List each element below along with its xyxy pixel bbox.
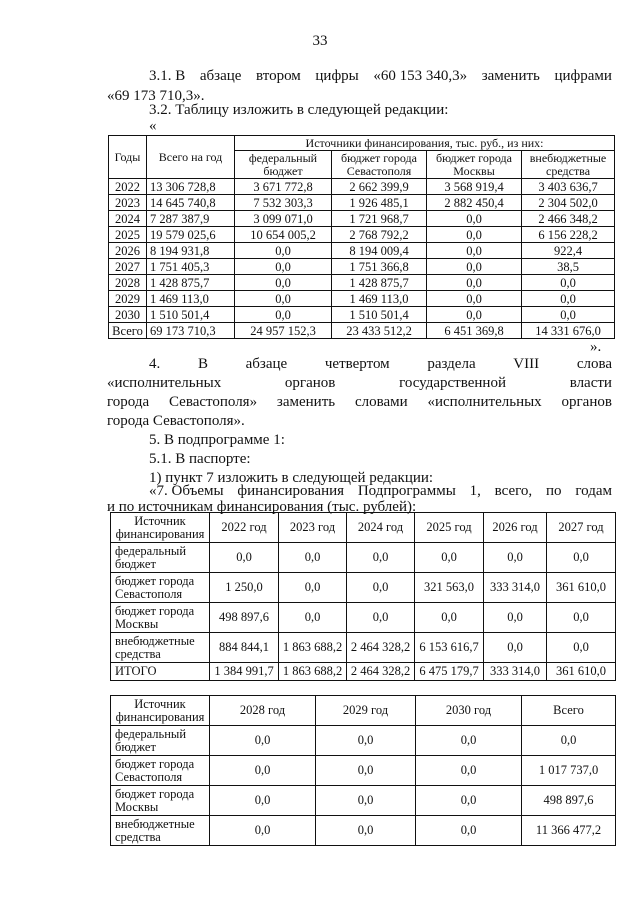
cell-sevastopol: 1 721 968,7 (332, 211, 427, 227)
cell-year: 2029 (109, 291, 147, 307)
cell-value: 0,0 (316, 726, 416, 756)
cell-value: 0,0 (279, 573, 347, 603)
cell-value: 498 897,6 (210, 603, 279, 633)
word: «исполнительных (107, 375, 222, 391)
cell-moscow: 0,0 (427, 275, 522, 291)
cell-moscow: 2 882 450,4 (427, 195, 522, 211)
cell-year: 2027 (109, 259, 147, 275)
word: заменить (481, 68, 540, 84)
cell-value: 0,0 (484, 543, 547, 573)
cell-value: 2 464 328,2 (347, 663, 415, 681)
cell-federal: 24 957 152,3 (235, 323, 332, 339)
word: органов (561, 394, 612, 410)
table-row (111, 786, 616, 816)
section-3-2: 3.2. Таблицу изложить в следующей редакции: (149, 102, 449, 118)
page-number: 33 (312, 33, 328, 49)
word: VIII (513, 356, 540, 372)
table-row (109, 275, 615, 291)
subprogram-financing-table-2022-2027 (110, 512, 616, 681)
row-label: федеральный бюджет (111, 726, 210, 756)
word: втором (256, 68, 301, 84)
word: абзаце (199, 68, 242, 84)
word: государственной (399, 375, 506, 391)
cell-year: 2025 (109, 227, 147, 243)
cell-extrabudgetary: 0,0 (522, 291, 615, 307)
table-row (109, 195, 615, 211)
table-row (111, 756, 616, 786)
cell-value: 498 897,6 (522, 786, 616, 816)
cell-value: 0,0 (347, 543, 415, 573)
header-source: Источник финансирования (111, 513, 210, 543)
cell-value: 2 464 328,2 (347, 633, 415, 663)
cell-year: 2026 (109, 243, 147, 259)
cell-sevastopol: 1 926 485,1 (332, 195, 427, 211)
header-moscow-budget: бюджет города Москвы (427, 151, 522, 179)
cell-value: 0,0 (347, 603, 415, 633)
item-7-line-2: и по источникам финансирования (тыс. рублей): (107, 499, 417, 515)
cell-value: 6 153 616,7 (415, 633, 484, 663)
cell-value: 0,0 (484, 603, 547, 633)
cell-value: 0,0 (316, 816, 416, 846)
section-4-line-4: города Севастополя». (107, 413, 245, 429)
cell-extrabudgetary: 3 403 636,7 (522, 179, 615, 195)
cell-sevastopol: 2 768 792,2 (332, 227, 427, 243)
table-header-row (111, 696, 616, 726)
cell-value: 0,0 (415, 603, 484, 633)
cell-sevastopol: 2 662 399,9 (332, 179, 427, 195)
row-label: внебюджетные средства (111, 816, 210, 846)
cell-value: 0,0 (210, 756, 316, 786)
table-row (109, 179, 615, 195)
cell-value: 361 610,0 (547, 573, 616, 603)
table-row (109, 307, 615, 323)
table3-body (111, 696, 616, 846)
header-year: 2030 год (416, 696, 522, 726)
cell-value: 361 610,0 (547, 663, 616, 681)
cell-sevastopol: 1 510 501,4 (332, 307, 427, 323)
word: цифрами (554, 68, 612, 84)
cell-moscow: 0,0 (427, 243, 522, 259)
cell-value: 6 475 179,7 (415, 663, 484, 681)
cell-value: 0,0 (416, 816, 522, 846)
subprogram-financing-table-2028-2030 (110, 695, 616, 846)
cell-value: 0,0 (547, 543, 616, 573)
cell-sevastopol: 1 428 875,7 (332, 275, 427, 291)
section-5: 5. В подпрограмме 1: (149, 432, 285, 448)
header-total-per-year: Всего на год (147, 136, 235, 179)
header-source: Источник финансирования (111, 696, 210, 726)
word: Подпрограммы (357, 483, 456, 499)
cell-value: 1 863 688,2 (279, 633, 347, 663)
word: годам (575, 483, 612, 499)
header-year: 2027 год (547, 513, 616, 543)
row-label: бюджет города Севастополя (111, 573, 210, 603)
cell-value: 1 250,0 (210, 573, 279, 603)
cell-moscow: 0,0 (427, 291, 522, 307)
header-year: Всего (522, 696, 616, 726)
cell-federal: 3 099 071,0 (235, 211, 332, 227)
cell-federal: 0,0 (235, 307, 332, 323)
word: власти (569, 375, 612, 391)
cell-value: 884 844,1 (210, 633, 279, 663)
row-label: федеральный бюджет (111, 543, 210, 573)
cell-year: 2024 (109, 211, 147, 227)
close-quote: ». (590, 339, 602, 355)
header-year: 2025 год (415, 513, 484, 543)
word: абзаце (245, 356, 288, 372)
cell-moscow: 3 568 919,4 (427, 179, 522, 195)
cell-value: 1 017 737,0 (522, 756, 616, 786)
section-3-1-line-2: «69 173 710,3». (107, 88, 205, 104)
cell-moscow: 0,0 (427, 227, 522, 243)
word: 3.1. В (149, 68, 186, 84)
cell-value: 0,0 (210, 726, 316, 756)
cell-sevastopol: 1 469 113,0 (332, 291, 427, 307)
cell-extrabudgetary: 0,0 (522, 307, 615, 323)
word: по (546, 483, 562, 499)
row-label: бюджет города Москвы (111, 603, 210, 633)
cell-federal: 3 671 772,8 (235, 179, 332, 195)
table-row (109, 227, 615, 243)
cell-total: 69 173 710,3 (147, 323, 235, 339)
word: цифры (315, 68, 359, 84)
cell-sevastopol: 1 751 366,8 (332, 259, 427, 275)
row-label: внебюджетные средства (111, 633, 210, 663)
header-year: 2023 год (279, 513, 347, 543)
cell-total: 1 469 113,0 (147, 291, 235, 307)
word: органов (284, 375, 336, 391)
header-sevastopol-budget: бюджет города Севастополя (332, 151, 427, 179)
word: «7. Объемы (149, 483, 224, 499)
table-row (111, 663, 616, 681)
cell-moscow: 0,0 (427, 307, 522, 323)
cell-value: 0,0 (416, 756, 522, 786)
word: четвертом (324, 356, 390, 372)
word: слова (576, 356, 612, 372)
cell-total: 8 194 931,8 (147, 243, 235, 259)
word: 1, (469, 483, 481, 499)
cell-federal: 0,0 (235, 243, 332, 259)
financing-table-by-year (108, 135, 615, 339)
word: финансирования (237, 483, 345, 499)
section-3-1-line-1 (149, 67, 612, 86)
cell-value: 0,0 (547, 633, 616, 663)
cell-extrabudgetary: 38,5 (522, 259, 615, 275)
table-row (111, 573, 616, 603)
table1-body (109, 179, 615, 339)
word: В (197, 356, 208, 372)
cell-extrabudgetary: 922,4 (522, 243, 615, 259)
header-year: 2024 год (347, 513, 415, 543)
table-row (109, 211, 615, 227)
cell-federal: 0,0 (235, 291, 332, 307)
cell-moscow: 6 451 369,8 (427, 323, 522, 339)
cell-value: 0,0 (522, 726, 616, 756)
cell-value: 0,0 (347, 573, 415, 603)
word: раздела (427, 356, 476, 372)
table-row (111, 633, 616, 663)
word: словами (354, 394, 408, 410)
header-financing-sources: Источники финансирования, тыс. руб., из них: (235, 136, 615, 151)
cell-moscow: 0,0 (427, 259, 522, 275)
cell-value: 0,0 (316, 786, 416, 816)
cell-year: 2028 (109, 275, 147, 291)
open-quote: « (149, 118, 157, 134)
word: 4. (149, 356, 161, 372)
table-row (111, 603, 616, 633)
cell-federal: 0,0 (235, 259, 332, 275)
cell-extrabudgetary: 2 304 502,0 (522, 195, 615, 211)
header-year: 2022 год (210, 513, 279, 543)
table-row (111, 816, 616, 846)
cell-total: 1 428 875,7 (147, 275, 235, 291)
cell-value: 333 314,0 (484, 573, 547, 603)
header-extrabudgetary-funds: внебюджетные средства (522, 151, 615, 179)
cell-year: Всего (109, 323, 147, 339)
word: «исполнительных (427, 394, 542, 410)
table-row (109, 259, 615, 275)
cell-value: 321 563,0 (415, 573, 484, 603)
cell-value: 0,0 (316, 756, 416, 786)
cell-value: 0,0 (210, 816, 316, 846)
word: «60 153 340,3» (373, 68, 468, 84)
cell-federal: 10 654 005,2 (235, 227, 332, 243)
word: заменить (276, 394, 336, 410)
cell-sevastopol: 23 433 512,2 (332, 323, 427, 339)
section-4-line-2 (107, 374, 612, 393)
cell-total: 1 510 501,4 (147, 307, 235, 323)
cell-federal: 7 532 303,3 (235, 195, 332, 211)
cell-value: 0,0 (484, 633, 547, 663)
section-4-line-3 (107, 393, 612, 412)
cell-value: 0,0 (210, 543, 279, 573)
cell-federal: 0,0 (235, 275, 332, 291)
cell-value: 0,0 (416, 726, 522, 756)
header-year: 2029 год (316, 696, 416, 726)
cell-extrabudgetary: 6 156 228,2 (522, 227, 615, 243)
cell-value: 11 366 477,2 (522, 816, 616, 846)
word: Севастополя» (168, 394, 258, 410)
table-row (109, 243, 615, 259)
section-4-line-1 (149, 355, 612, 374)
cell-year: 2023 (109, 195, 147, 211)
cell-value: 1 863 688,2 (279, 663, 347, 681)
row-label: бюджет города Москвы (111, 786, 210, 816)
cell-extrabudgetary: 14 331 676,0 (522, 323, 615, 339)
table2-body (111, 513, 616, 681)
table-header-row (111, 513, 616, 543)
cell-year: 2030 (109, 307, 147, 323)
cell-total: 7 287 387,9 (147, 211, 235, 227)
cell-value: 0,0 (416, 786, 522, 816)
word: всего, (494, 483, 533, 499)
cell-value: 0,0 (279, 543, 347, 573)
cell-value: 0,0 (415, 543, 484, 573)
table-row (109, 323, 615, 339)
cell-value: 0,0 (279, 603, 347, 633)
cell-year: 2022 (109, 179, 147, 195)
cell-total: 14 645 740,8 (147, 195, 235, 211)
cell-value: 0,0 (547, 603, 616, 633)
cell-moscow: 0,0 (427, 211, 522, 227)
cell-total: 13 306 728,8 (147, 179, 235, 195)
header-federal-budget: федеральный бюджет (235, 151, 332, 179)
header-years: Годы (109, 136, 147, 179)
table-row (111, 543, 616, 573)
cell-value: 0,0 (210, 786, 316, 816)
cell-value: 333 314,0 (484, 663, 547, 681)
cell-total: 1 751 405,3 (147, 259, 235, 275)
cell-extrabudgetary: 0,0 (522, 275, 615, 291)
item-1: 1) пункт 7 изложить в следующей редакции: (149, 470, 434, 486)
table-row (111, 726, 616, 756)
cell-extrabudgetary: 2 466 348,2 (522, 211, 615, 227)
header-year: 2028 год (210, 696, 316, 726)
cell-value: 1 384 991,7 (210, 663, 279, 681)
row-label: ИТОГО (111, 663, 210, 681)
section-5-1: 5.1. В паспорте: (149, 451, 251, 467)
table-row (109, 291, 615, 307)
row-label: бюджет города Севастополя (111, 756, 210, 786)
word: города (107, 394, 150, 410)
cell-sevastopol: 8 194 009,4 (332, 243, 427, 259)
cell-total: 19 579 025,6 (147, 227, 235, 243)
header-year: 2026 год (484, 513, 547, 543)
